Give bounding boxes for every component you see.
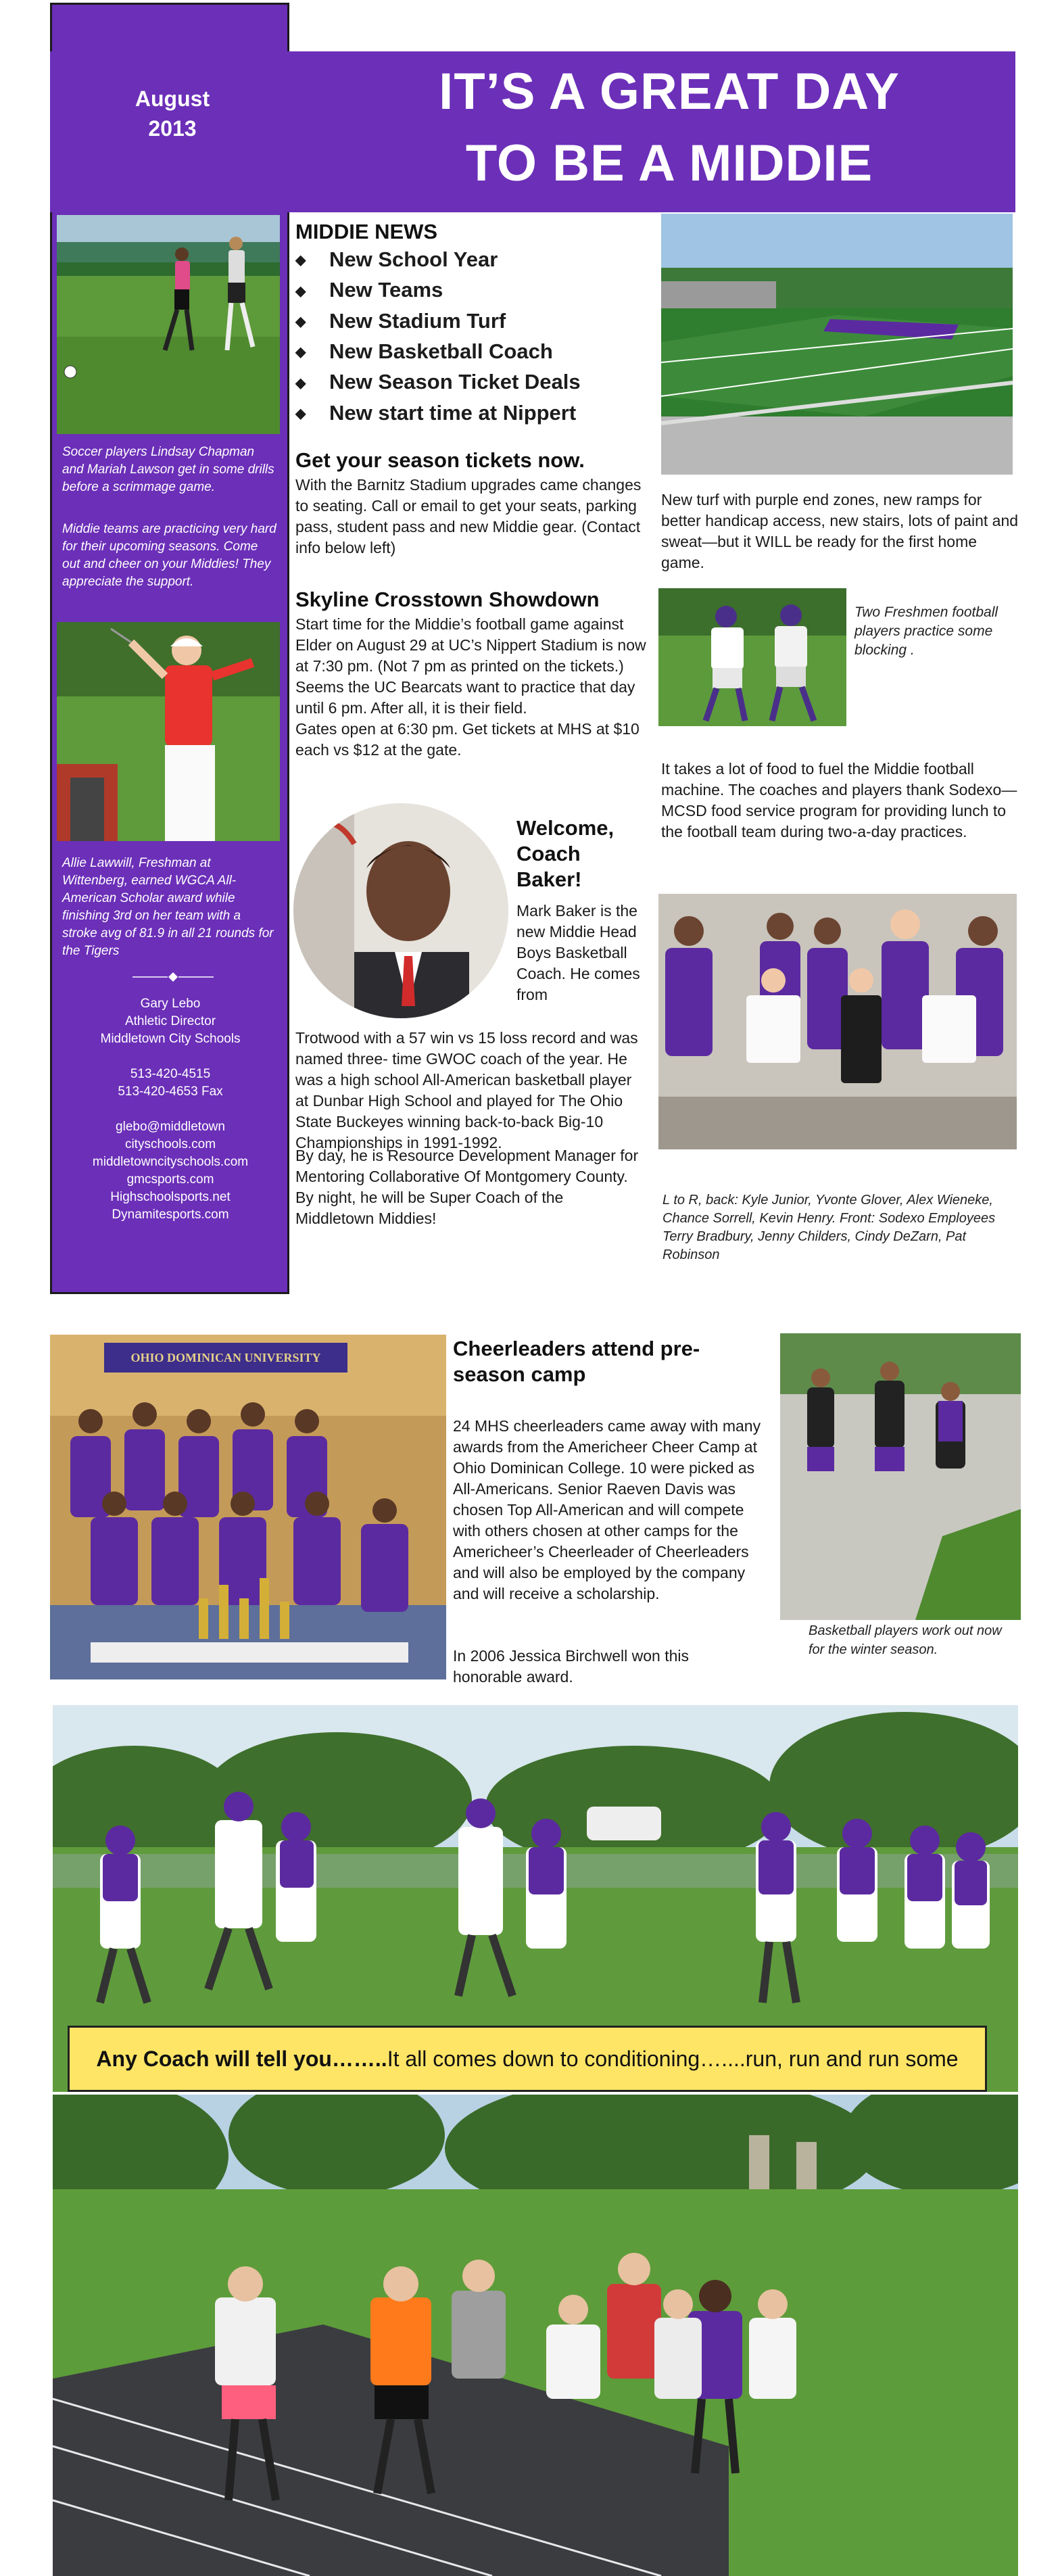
bullet-icon: ◆ <box>295 406 306 421</box>
showdown-paragraph: Start time for the Middie’s football game against Elder on August 29 at UC’s Nippert Stadium is now at 7:30 pm. (Not 7 pm as printed on the tickets.) <box>295 615 646 675</box>
contact-role: Athletic Director <box>124 1014 216 1028</box>
cheer-body-2: In 2006 Jessica Birchwell won this honorable award. <box>453 1647 689 1686</box>
middie-news-heading: MIDDIE NEWS <box>295 220 438 243</box>
coach-body-2: By day, he is Resource Development Manager for Mentoring Collaborative Of Montgomery County. By night, he will be Super Coach of the Middletown Middies! <box>295 1147 639 1227</box>
contact-site-2[interactable]: gmcsports.com <box>126 1172 214 1187</box>
middie-teams-caption: Middie teams are practicing very hard for their upcoming seasons. Come out and cheer on your Middies! They appreciate the support. <box>62 522 276 589</box>
date-tab <box>50 3 289 55</box>
ornament-divider <box>132 972 214 982</box>
basketball-workout-photo <box>780 1333 1021 1620</box>
coach-heading <box>516 815 652 892</box>
turf-caption: New turf with purple end zones, new ramps for better handicap access, new stairs, lots of paint and sweat—but it WILL be ready for the first home game. <box>661 491 1019 571</box>
news-item: ◆ New Season Ticket Deals <box>295 367 647 398</box>
contact-name: Gary Lebo <box>140 997 201 1011</box>
soccer-photo <box>57 215 280 434</box>
middie-news-list <box>295 245 647 429</box>
bullet-icon: ◆ <box>295 283 306 299</box>
bullet-icon: ◆ <box>295 314 306 329</box>
showdown-paragraph: Gates open at 6:30 pm. Get tickets at MHS at $10 each vs $12 at the gate. <box>295 720 640 759</box>
news-item: ◆ New Stadium Turf <box>295 306 647 337</box>
stadium-turf-photo <box>661 214 1013 475</box>
contact-fax: 513-420-4653 Fax <box>118 1084 223 1099</box>
showdown-paragraph: Seems the UC Bearcats want to practice that day until 6 pm. After all, it is their field. <box>295 678 635 717</box>
showdown-body <box>295 614 647 761</box>
issue-year: 2013 <box>148 116 197 141</box>
issue-month: August <box>135 87 210 111</box>
tickets-heading: Get your season tickets now. <box>295 448 585 472</box>
bullet-icon: ◆ <box>295 375 306 391</box>
soccer-caption: Soccer players Lindsay Chapman and Mariah Lawson get in some drills before a scrimmage game. <box>62 445 274 494</box>
contact-site-4[interactable]: Dynamitesports.com <box>112 1208 229 1222</box>
conditioning-callout-lead: Any Coach will tell you…….. <box>96 2047 387 2071</box>
coach-heading-line2: Coach <box>516 842 581 865</box>
contact-block <box>57 995 284 1224</box>
track-running-photo <box>53 2095 1018 2576</box>
coach-heading-line3: Baker! <box>516 867 582 891</box>
conditioning-callout <box>68 2026 987 2092</box>
coach-heading-line1: Welcome, <box>516 816 615 840</box>
news-item: ◆ New start time at Nippert <box>295 398 647 429</box>
news-item: ◆ New School Year <box>295 245 647 275</box>
contact-site-1[interactable]: middletowncityschools.com <box>92 1155 249 1169</box>
conditioning-callout-text: It all comes down to conditioning…....run, run and run some <box>387 2047 959 2071</box>
cheer-heading <box>453 1336 777 1387</box>
cheer-body: 24 MHS cheerleaders came away with many awards from the Americheer Cheer Camp at Ohio Dominican College. 10 were picked as All-Americans. Senior Raeven Davis was chosen Top All-American and will compete with others chosen at other camps for the Americheer’s Cheerleader of Cheerleaders and will also be employed by the company and will receive a scholarship. <box>453 1417 761 1602</box>
cheer-heading-line2: season camp <box>453 1362 586 1386</box>
coach-body: Trotwood with a 57 win vs 15 loss record and was named three- time GWOC coach of the year. He was a high school All-American basketball player at Dunbar High School and played for The Ohio State Buckeyes winning back-to-back Big-10 Championships in 1991-1992. <box>295 1029 638 1151</box>
contact-phone: 513-420-4515 <box>130 1067 211 1081</box>
coach-baker-photo <box>293 803 508 1018</box>
golf-photo <box>57 622 280 841</box>
contact-email-line1[interactable]: glebo@middletown <box>116 1120 225 1134</box>
bullet-icon: ◆ <box>295 345 306 360</box>
golf-caption: Allie Lawwill, Freshman at Wittenberg, earned WGCA All-American Scholar award while finishing 3rd on her team with a stroke avg of 81.9 in all 21 rounds for the Tigers <box>62 856 274 958</box>
news-item: ◆ New Teams <box>295 275 647 306</box>
food-text: It takes a lot of food to fuel the Middie football machine. The coaches and players thank Sodexo—MCSD food service program for providing lunch to the football team during two-a-day practices. <box>661 760 1017 840</box>
contact-email-line2[interactable]: cityschools.com <box>124 1137 216 1151</box>
blocking-caption: Two Freshmen football players practice some blocking . <box>854 604 998 658</box>
basketball-caption: Basketball players work out now for the winter season. <box>809 1623 1002 1657</box>
tickets-body: With the Barnitz Stadium upgrades came changes to seating. Call or email to get your seats, parking pass, student pass and new Middie gear. (Contact info below left) <box>295 476 642 556</box>
newsletter-title-line2: TO BE A MIDDIE <box>465 135 873 192</box>
cheer-heading-line1: Cheerleaders attend pre- <box>453 1337 700 1360</box>
sodexo-group-photo <box>658 894 1017 1149</box>
coach-intro: Mark Baker is the new Middie Head Boys Basketball Coach. He comes from <box>516 902 640 1003</box>
showdown-heading: Skyline Crosstown Showdown <box>295 588 600 611</box>
cheerleaders-photo <box>50 1335 446 1679</box>
newsletter-title-line1: IT’S A GREAT DAY <box>439 63 900 120</box>
ohio-dominican-banner: OHIO DOMINICAN UNIVERSITY <box>130 1351 321 1364</box>
group-caption: L to R, back: Kyle Junior, Yvonte Glover, Alex Wieneke, Chance Sorrell, Kevin Henry. Front: Sodexo Employees Terry Bradbury, Jenny Childers, Cindy DeZarn, Pat Robinson <box>662 1193 996 1262</box>
contact-org: Middletown City Schools <box>100 1032 241 1046</box>
bullet-icon: ◆ <box>295 253 306 268</box>
news-item: ◆ New Basketball Coach <box>295 337 647 367</box>
contact-site-3[interactable]: Highschoolsports.net <box>110 1190 231 1204</box>
blocking-drill-photo <box>658 588 846 726</box>
